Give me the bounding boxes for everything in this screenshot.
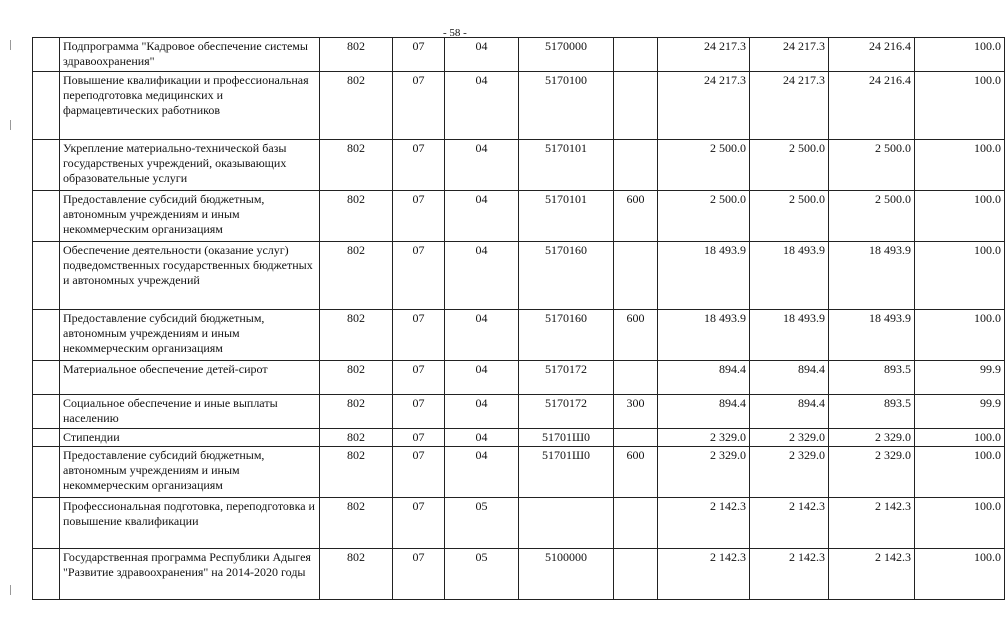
cell-vr [614,549,658,600]
cell-plan1: 2 500.0 [658,191,750,242]
table-row [33,498,1005,549]
cell-fact: 24 216.4 [829,72,915,140]
cell-plan1: 894.4 [658,395,750,429]
cell-pr: 04 [445,242,519,310]
cell-gr: 802 [320,498,393,549]
cell-fact: 18 493.9 [829,242,915,310]
cell-name: Профессиональная подготовка, переподготовка и повышение квалификации [60,498,320,549]
cell-pr: 04 [445,447,519,498]
cell-plan2: 2 142.3 [750,549,829,600]
cell-pct: 100.0 [915,429,1005,447]
cell-csr: 5170000 [519,38,614,72]
cell-rz: 07 [393,447,445,498]
cell-plan1: 2 329.0 [658,429,750,447]
cell-blank [33,549,60,600]
table-row [33,72,1005,140]
cell-csr: 5170101 [519,191,614,242]
cell-pr: 04 [445,395,519,429]
cell-blank [33,310,60,361]
cell-gr: 802 [320,429,393,447]
table-row [33,429,1005,447]
cell-gr: 802 [320,310,393,361]
cell-fact: 2 329.0 [829,447,915,498]
cell-pct: 100.0 [915,242,1005,310]
cell-name: Предоставление субсидий бюджетным, автономным учреждениям и иным некоммерческим организациям [60,447,320,498]
cell-plan2: 2 329.0 [750,429,829,447]
cell-name: Обеспечение деятельности (оказание услуг) подведомственных государственных бюджетных и автономных учреждений [60,242,320,310]
cell-blank [33,72,60,140]
cell-rz: 07 [393,498,445,549]
cell-plan1: 2 142.3 [658,549,750,600]
table-row [33,140,1005,191]
table-row [33,361,1005,395]
cell-pr: 04 [445,429,519,447]
cell-pr: 05 [445,549,519,600]
cell-vr [614,140,658,191]
cell-vr: 300 [614,395,658,429]
cell-fact: 18 493.9 [829,310,915,361]
cell-blank [33,429,60,447]
cell-plan1: 18 493.9 [658,310,750,361]
cell-name: Стипендии [60,429,320,447]
cell-csr: 5170100 [519,72,614,140]
cell-gr: 802 [320,38,393,72]
cell-name: Повышение квалификации и профессиональная переподготовка медицинских и фармацевтических работников [60,72,320,140]
cell-pct: 100.0 [915,72,1005,140]
cell-plan2: 894.4 [750,395,829,429]
cell-plan1: 2 500.0 [658,140,750,191]
cell-gr: 802 [320,140,393,191]
cell-plan1: 24 217.3 [658,72,750,140]
cell-csr: 51701Ш0 [519,447,614,498]
cell-blank [33,242,60,310]
cell-fact: 2 500.0 [829,140,915,191]
cell-pr: 04 [445,191,519,242]
cell-fact: 24 216.4 [829,38,915,72]
cell-plan2: 2 500.0 [750,191,829,242]
cell-blank [33,395,60,429]
cell-csr [519,498,614,549]
cell-fact: 893.5 [829,395,915,429]
cell-vr: 600 [614,447,658,498]
cell-gr: 802 [320,447,393,498]
cell-vr [614,498,658,549]
margin-mark [10,585,11,595]
cell-name: Предоставление субсидий бюджетным, автономным учреждениям и иным некоммерческим организациям [60,310,320,361]
cell-fact: 2 142.3 [829,498,915,549]
cell-blank [33,191,60,242]
table-row [33,191,1005,242]
page-number: - 58 - [443,27,467,39]
cell-pr: 05 [445,498,519,549]
cell-rz: 07 [393,38,445,72]
cell-blank [33,38,60,72]
cell-pct: 100.0 [915,498,1005,549]
cell-fact: 2 142.3 [829,549,915,600]
cell-pct: 99.9 [915,361,1005,395]
cell-name: Государственная программа Республики Адыгея "Развитие здравоохранения" на 2014-2020 годы [60,549,320,600]
cell-plan2: 18 493.9 [750,242,829,310]
cell-pct: 100.0 [915,447,1005,498]
cell-blank [33,498,60,549]
cell-pr: 04 [445,72,519,140]
cell-blank [33,447,60,498]
cell-pct: 100.0 [915,140,1005,191]
margin-mark [10,40,11,50]
cell-name: Предоставление субсидий бюджетным, автономным учреждениям и иным некоммерческим организациям [60,191,320,242]
cell-fact: 2 500.0 [829,191,915,242]
cell-gr: 802 [320,549,393,600]
cell-gr: 802 [320,242,393,310]
cell-rz: 07 [393,361,445,395]
cell-plan2: 2 142.3 [750,498,829,549]
budget-table [32,37,1005,600]
cell-gr: 802 [320,395,393,429]
cell-pr: 04 [445,140,519,191]
cell-vr [614,429,658,447]
cell-vr [614,38,658,72]
cell-rz: 07 [393,310,445,361]
cell-rz: 07 [393,429,445,447]
cell-plan2: 18 493.9 [750,310,829,361]
cell-name: Социальное обеспечение и иные выплаты населению [60,395,320,429]
cell-blank [33,361,60,395]
table-row [33,549,1005,600]
table-row [33,242,1005,310]
table-row [33,38,1005,72]
cell-blank [33,140,60,191]
table-row [33,395,1005,429]
cell-pr: 04 [445,310,519,361]
cell-name: Укрепление материально-технической базы государственых учреждений, оказывающих образовательные услуги [60,140,320,191]
cell-plan2: 24 217.3 [750,72,829,140]
cell-plan1: 2 329.0 [658,447,750,498]
cell-plan2: 2 329.0 [750,447,829,498]
cell-csr: 5100000 [519,549,614,600]
cell-pct: 100.0 [915,310,1005,361]
cell-pct: 100.0 [915,191,1005,242]
cell-vr: 600 [614,310,658,361]
cell-csr: 51701Ш0 [519,429,614,447]
cell-rz: 07 [393,72,445,140]
cell-plan1: 894.4 [658,361,750,395]
cell-plan1: 18 493.9 [658,242,750,310]
cell-fact: 893.5 [829,361,915,395]
table-row [33,310,1005,361]
cell-vr [614,361,658,395]
cell-vr [614,72,658,140]
cell-plan1: 24 217.3 [658,38,750,72]
cell-rz: 07 [393,242,445,310]
cell-name: Материальное обеспечение детей-сирот [60,361,320,395]
cell-pct: 100.0 [915,549,1005,600]
cell-pct: 100.0 [915,38,1005,72]
cell-pr: 04 [445,38,519,72]
cell-csr: 5170172 [519,395,614,429]
margin-mark [10,120,11,130]
cell-vr: 600 [614,191,658,242]
cell-csr: 5170160 [519,242,614,310]
budget-table-body [33,38,1005,600]
cell-gr: 802 [320,191,393,242]
cell-rz: 07 [393,395,445,429]
cell-csr: 5170172 [519,361,614,395]
cell-csr: 5170101 [519,140,614,191]
cell-pr: 04 [445,361,519,395]
cell-rz: 07 [393,140,445,191]
cell-csr: 5170160 [519,310,614,361]
table-row [33,447,1005,498]
cell-rz: 07 [393,549,445,600]
cell-plan2: 894.4 [750,361,829,395]
cell-name: Подпрограмма "Кадровое обеспечение системы здравоохранения" [60,38,320,72]
cell-fact: 2 329.0 [829,429,915,447]
cell-plan2: 24 217.3 [750,38,829,72]
cell-plan1: 2 142.3 [658,498,750,549]
cell-gr: 802 [320,361,393,395]
cell-gr: 802 [320,72,393,140]
cell-rz: 07 [393,191,445,242]
cell-plan2: 2 500.0 [750,140,829,191]
cell-pct: 99.9 [915,395,1005,429]
cell-vr [614,242,658,310]
